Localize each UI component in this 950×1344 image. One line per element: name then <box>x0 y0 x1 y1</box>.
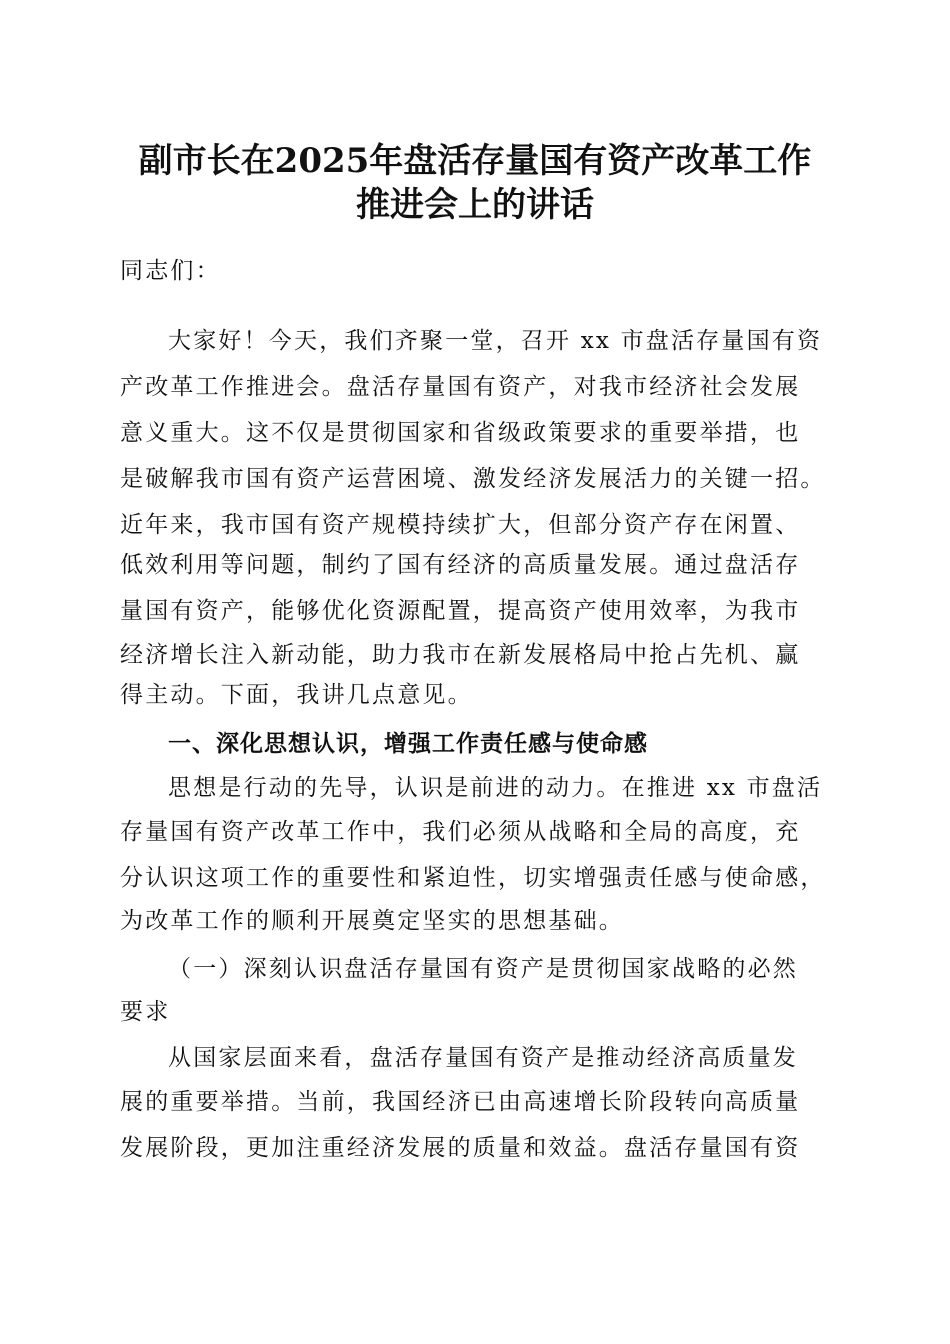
paragraph-3-line-2: 展的重要举措。当前，我国经济已由高速增长阶段转向高质量 <box>120 1089 801 1115</box>
document-title-line-1: 副市长在2025年盘活存量国有资产改革工作 <box>138 141 812 181</box>
paragraph-2-line-3: 分认识这项工作的重要性和紧迫性，切实增强责任感与使命感， <box>120 865 826 891</box>
paragraph-2-line-1: 思想是行动的先导，认识是前进的动力。在推进 xx 市盘活 <box>168 775 823 801</box>
salutation: 同志们： <box>120 258 221 284</box>
paragraph-1-line-4: 是破解我市国有资产运营困境、激发经济发展活力的关键一招。 <box>120 466 826 492</box>
section-1-heading: 一、深化思想认识，增强工作责任感与使命感 <box>168 731 648 757</box>
paragraph-3-line-3: 发展阶段，更加注重经济发展的质量和效益。盘活存量国有资 <box>120 1135 801 1161</box>
document-title-line-2: 推进会上的讲话 <box>356 185 594 225</box>
paragraph-1-line-1: 大家好！今天，我们齐聚一堂，召开 xx 市盘活存量国有资 <box>168 328 823 354</box>
paragraph-2-line-2: 存量国有资产改革工作中，我们必须从战略和全局的高度，充 <box>120 819 801 845</box>
paragraph-1-line-8: 经济增长注入新动能，助力我市在新发展格局中抢占先机、赢 <box>120 642 801 668</box>
paragraph-1-line-5: 近年来，我市国有资产规模持续扩大，但部分资产存在闲置、 <box>120 512 801 538</box>
subsection-1-heading-line-1: （一）深刻认识盘活存量国有资产是贯彻国家战略的必然 <box>168 956 798 982</box>
paragraph-1-line-6: 低效利用等问题，制约了国有经济的高质量发展。通过盘活存 <box>120 552 801 578</box>
paragraph-1-line-3: 意义重大。这不仅是贯彻国家和省级政策要求的重要举措，也 <box>120 420 801 446</box>
paragraph-1-line-7: 量国有资产，能够优化资源配置，提高资产使用效率，为我市 <box>120 598 801 624</box>
paragraph-3-line-1: 从国家层面来看，盘活存量国有资产是推动经济高质量发 <box>168 1045 798 1071</box>
subsection-1-heading-line-2: 要求 <box>120 999 171 1025</box>
paragraph-1-line-9: 得主动。下面，我讲几点意见。 <box>120 682 473 708</box>
paragraph-2-line-4: 为改革工作的顺利开展奠定坚实的思想基础。 <box>120 908 624 934</box>
paragraph-1-line-2: 产改革工作推进会。盘活存量国有资产，对我市经济社会发展 <box>120 374 801 400</box>
